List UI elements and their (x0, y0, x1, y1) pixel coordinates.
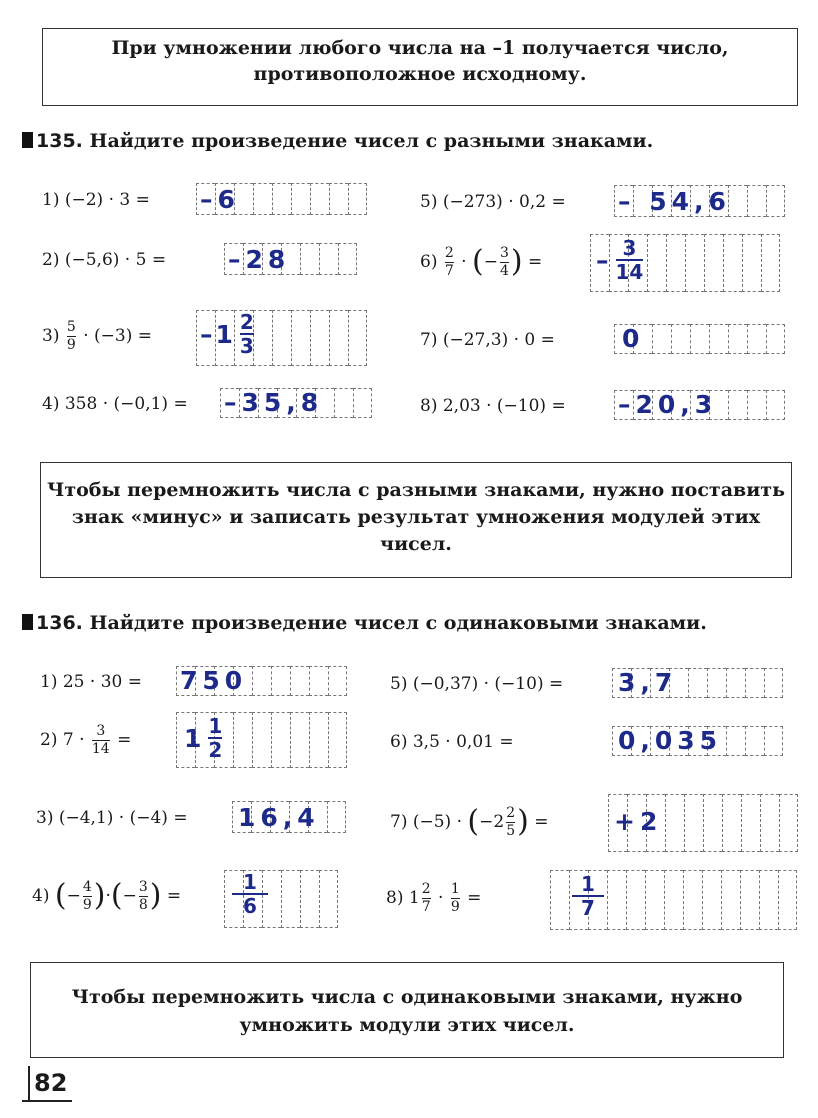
task-136-item-5 (390, 664, 563, 704)
item-number: 5) (390, 674, 408, 694)
task-135-item-8 (420, 386, 566, 426)
task-135-item-2 (42, 240, 166, 280)
answer-handwritten: –28 (228, 245, 291, 274)
mixed-number: 1 $\frac{2}{7}$ (408, 880, 431, 915)
task-136-title (22, 612, 707, 634)
rule-text: При умножении любого числа на –1 получается число, противоположное исходному. (111, 37, 729, 85)
answer-handwritten: 0,035 (618, 726, 723, 755)
item-expression: · (−3) = (83, 326, 152, 346)
item-expression: (−4,1) · (−4) = (58, 808, 188, 828)
task-136-item-6 (390, 722, 514, 762)
task-marker-icon (22, 132, 33, 148)
task-136-item-7: 7) (−5) · ( −2 $\frac{2}{5}$ ) = (390, 804, 549, 839)
fraction: $\frac{2}{7}$ (444, 244, 454, 279)
answer-handwritten: 16,4 (238, 803, 320, 832)
item-expression: (−5,6) · 5 = (64, 250, 167, 270)
item-expression: 2,03 · (−10) = (442, 396, 566, 416)
answer-handwritten: 0 (622, 324, 645, 353)
answer-handwritten: –6 (200, 185, 240, 214)
item-number: 1) (42, 190, 60, 210)
task-135-item-7 (420, 320, 555, 360)
task-135-title (22, 130, 653, 152)
answer-handwritten: –35,8 (224, 388, 324, 417)
task-136-item-3 (36, 798, 188, 838)
task-135-item-5 (420, 182, 566, 222)
rule-text: Чтобы перемножить числа с одинаковыми знаками, нужно умножить модули этих чисел. (71, 986, 743, 1036)
page-number: 82 (28, 1066, 67, 1100)
fraction: $\frac{3}{8}$ (138, 878, 148, 913)
item-expression: (−5) · (412, 812, 462, 832)
answer-handwritten-fraction: 1 1 2 (184, 714, 223, 762)
item-expression: 358 · (−0,1) = (64, 394, 188, 414)
rule-text: Чтобы перемножить числа с разными знаками, нужно поставить знак «минус» и записать результат умножения модулей этих чисел. (47, 479, 785, 555)
fraction: $\frac{4}{9}$ (82, 878, 92, 913)
answer-handwritten: – 54,6 (618, 187, 731, 216)
item-number: 7) (390, 812, 408, 832)
item-number: 6) (390, 732, 408, 752)
task-135-item-3 (42, 316, 152, 356)
task-number: 136. (36, 612, 83, 634)
item-expression: (−0,37) · (−10) = (412, 674, 564, 694)
item-number: 3) (42, 326, 60, 346)
fraction: $\frac{5}{9}$ (66, 318, 76, 353)
task-136-item-1 (40, 662, 142, 702)
rule-box-different-signs (40, 462, 792, 578)
item-number: 4) (32, 886, 50, 906)
task-title-text: Найдите произведение чисел с одинаковыми знаками. (89, 612, 707, 634)
item-number: 8) (386, 888, 404, 908)
fraction: $\frac{3}{14}$ (91, 722, 110, 757)
item-number: 2) (40, 730, 58, 750)
task-135-item-6: 6) $\frac{2}{7}$ · ( − $\frac{3}{4}$ ) = (420, 244, 543, 279)
item-number: 3) (36, 808, 54, 828)
item-expression: 25 · 30 = (62, 672, 142, 692)
task-136-item-2: 2) 7 · $\frac{3}{14}$ = (40, 722, 132, 757)
fraction: $\frac{1}{9}$ (450, 880, 460, 915)
rule-box-same-signs (30, 962, 784, 1058)
item-expression: (−2) · 3 = (64, 190, 150, 210)
item-expression: 3,5 · 0,01 = (412, 732, 514, 752)
item-expression: (−273) · 0,2 = (442, 192, 566, 212)
task-135-item-1 (42, 180, 150, 220)
task-marker-icon (22, 614, 33, 630)
page-number-underline (22, 1100, 72, 1102)
item-number: 7) (420, 330, 438, 350)
answer-handwritten-fraction: –1 2 3 (200, 310, 254, 358)
answer-handwritten-fraction: – 3 14 (596, 236, 644, 284)
task-number: 135. (36, 130, 83, 152)
item-number: 1) (40, 672, 58, 692)
task-135-item-4 (42, 384, 188, 424)
answer-handwritten: –20,3 (618, 390, 718, 419)
item-number: 2) (42, 250, 60, 270)
item-number: 4) (42, 394, 60, 414)
item-number: 6) (420, 252, 438, 272)
mixed-number: −2 $\frac{2}{5}$ (479, 804, 516, 839)
task-136-item-8: 8) 1 $\frac{2}{7}$ · $\frac{1}{9}$ = (386, 880, 482, 915)
item-number: 5) (420, 192, 438, 212)
item-expression: 7 · (62, 730, 85, 750)
fraction: $\frac{3}{4}$ (499, 244, 509, 279)
answer-handwritten: +2 (614, 807, 663, 836)
answer-handwritten-fraction: 1 7 (572, 874, 604, 918)
task-title-text: Найдите произведение чисел с разными знаками. (89, 130, 654, 152)
answer-handwritten-fraction: 1 6 (232, 872, 268, 916)
answer-handwritten: 3,7 (618, 668, 678, 697)
rule-box-minus-one (42, 28, 798, 106)
item-number: 8) (420, 396, 438, 416)
item-expression: (−27,3) · 0 = (442, 330, 555, 350)
task-136-item-4: 4) ( − $\frac{4}{9}$ ) · ( − $\frac{3}{8}$ ) = (32, 878, 182, 913)
answer-handwritten: 750 (180, 666, 248, 695)
